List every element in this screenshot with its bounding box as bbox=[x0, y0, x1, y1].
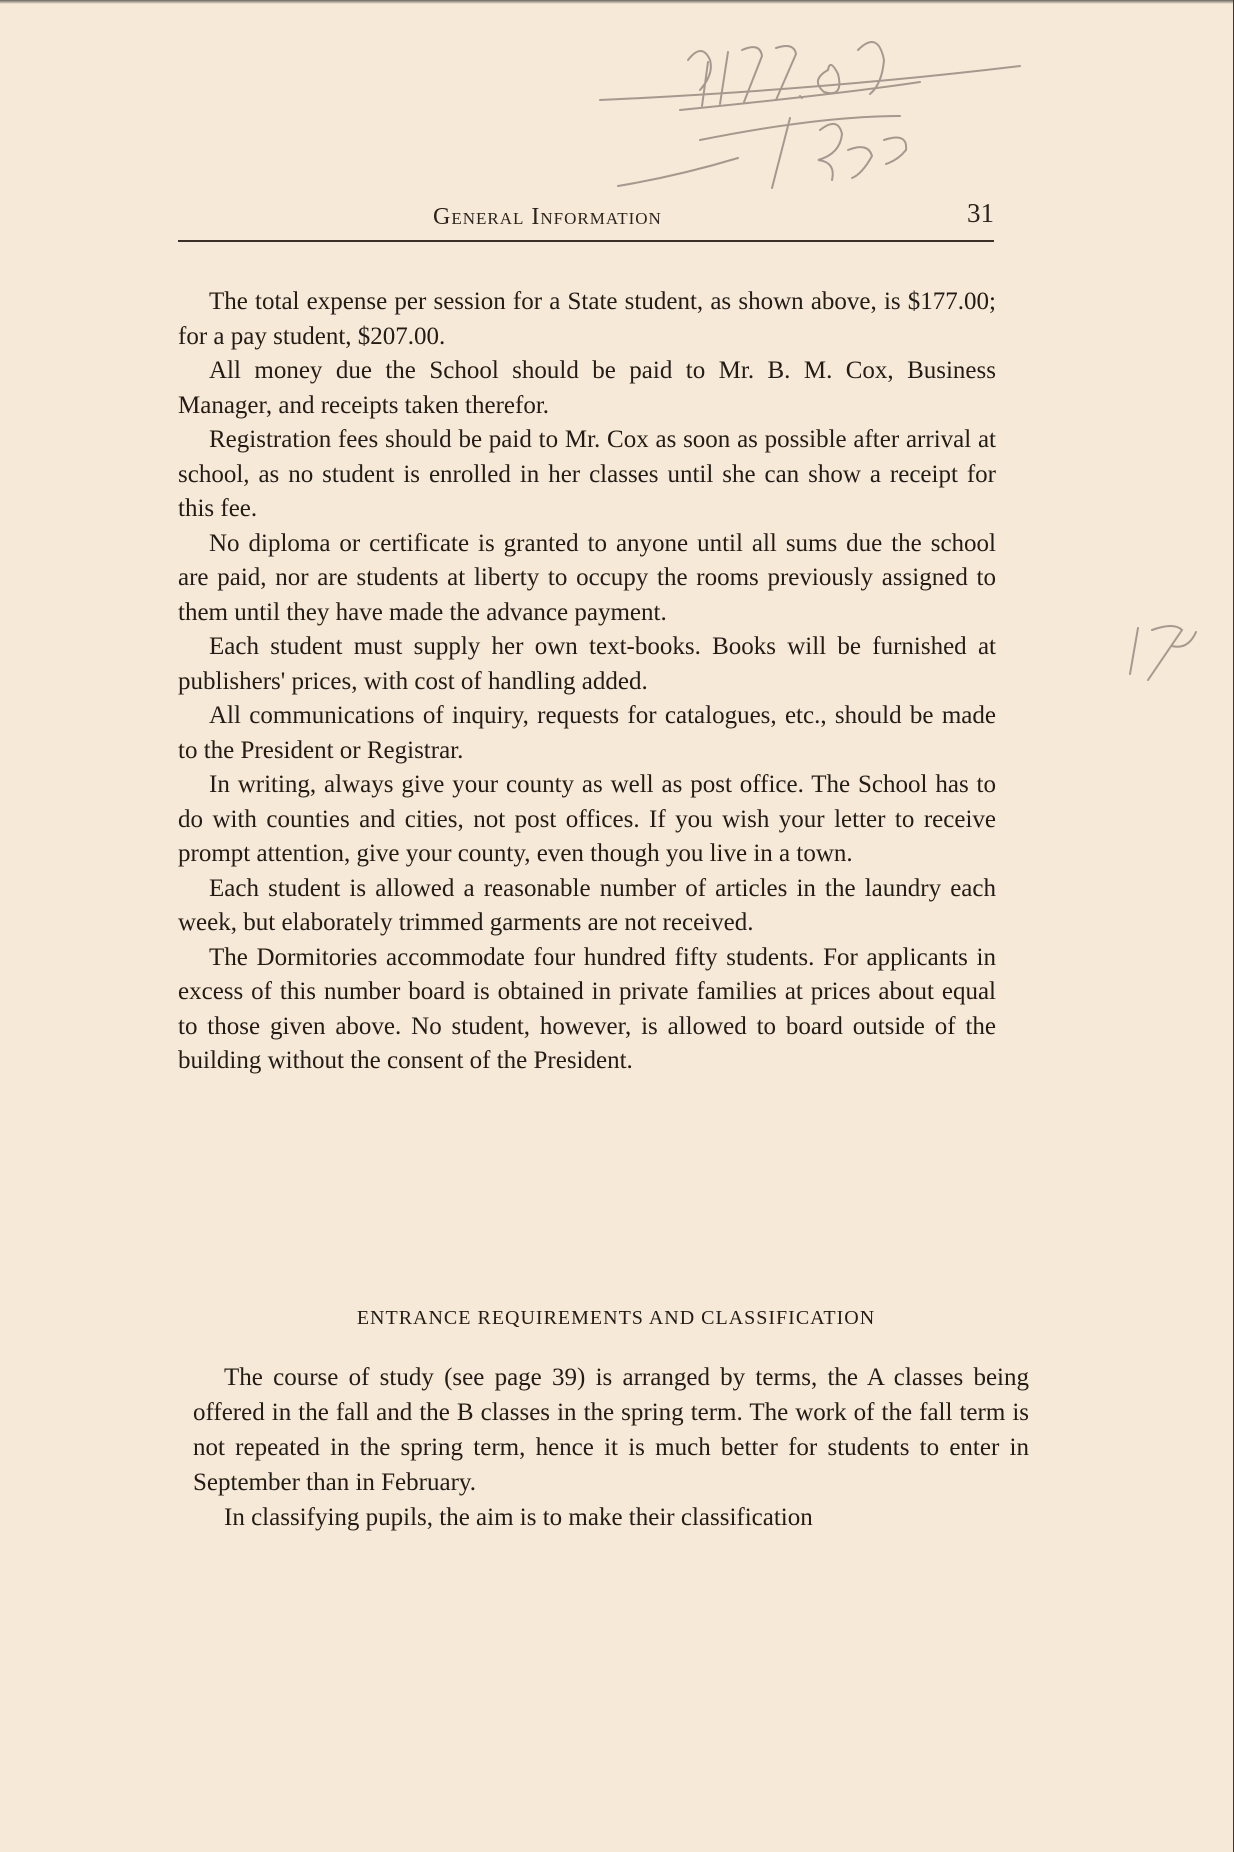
page-number: 31 bbox=[967, 198, 994, 228]
page-top-edge bbox=[0, 0, 1234, 4]
paragraph: Each student must supply her own text-books. Books will be furnished at publishers' prices, with cost of handling added. bbox=[178, 633, 996, 695]
body-text bbox=[178, 285, 996, 1079]
handwritten-stroke bbox=[600, 66, 1020, 100]
handwritten-note-subtotal bbox=[772, 118, 906, 188]
paragraph: The Dormitories accommodate four hundred fifty students. For applicants in excess of this number board is obtained in private families at prices about equal to those given above. No student, however, is allowed to board outside of the building without the consent of the President. bbox=[178, 943, 996, 1074]
handwritten-note-margin bbox=[1130, 626, 1196, 680]
paragraph: In writing, always give your county as well as post office. The School has to do with counties and cities, not post offices. If you wish your letter to receive prompt attention, give your county, even though you live in a town. bbox=[178, 771, 996, 867]
paragraph: In classifying pupils, the aim is to make their classification bbox=[224, 1504, 813, 1531]
paragraph: All money due the School should be paid to Mr. B. M. Cox, Business Manager, and receipts taken therefor. bbox=[178, 357, 996, 419]
handwritten-note-total bbox=[688, 42, 884, 106]
paragraph: Each student is allowed a reasonable number of articles in the laundry each week, but elaborately trimmed garments are not received. bbox=[178, 874, 996, 936]
paragraph: The total expense per session for a State student, as shown above, is $177.00; for a pay student, $207.00. bbox=[178, 288, 996, 350]
running-head: General Information bbox=[433, 204, 662, 230]
paragraph: No diploma or certificate is granted to anyone until all sums due the school are paid, nor are students at liberty to occupy the rooms previously assigned to them until they have made the advance payment. bbox=[178, 529, 996, 626]
paragraph: The course of study (see page 39) is arranged by terms, the A classes being offered in the fall and the B classes in the spring term. The work of the fall term is not repeated in the spring term, hence it is much better for students to enter in September than in February. bbox=[193, 1364, 1029, 1496]
entrance-requirements-section bbox=[193, 1307, 1029, 1535]
paragraph: All communications of inquiry, requests for catalogues, etc., should be made to the President or Registrar. bbox=[178, 702, 996, 764]
section-heading: ENTRANCE REQUIREMENTS AND CLASSIFICATION bbox=[356, 1307, 876, 1329]
page-header bbox=[178, 198, 994, 242]
paragraph: Registration fees should be paid to Mr. Cox as soon as possible after arrival at school, as no student is enrolled in her classes until she can show a receipt for this fee. bbox=[178, 426, 996, 522]
